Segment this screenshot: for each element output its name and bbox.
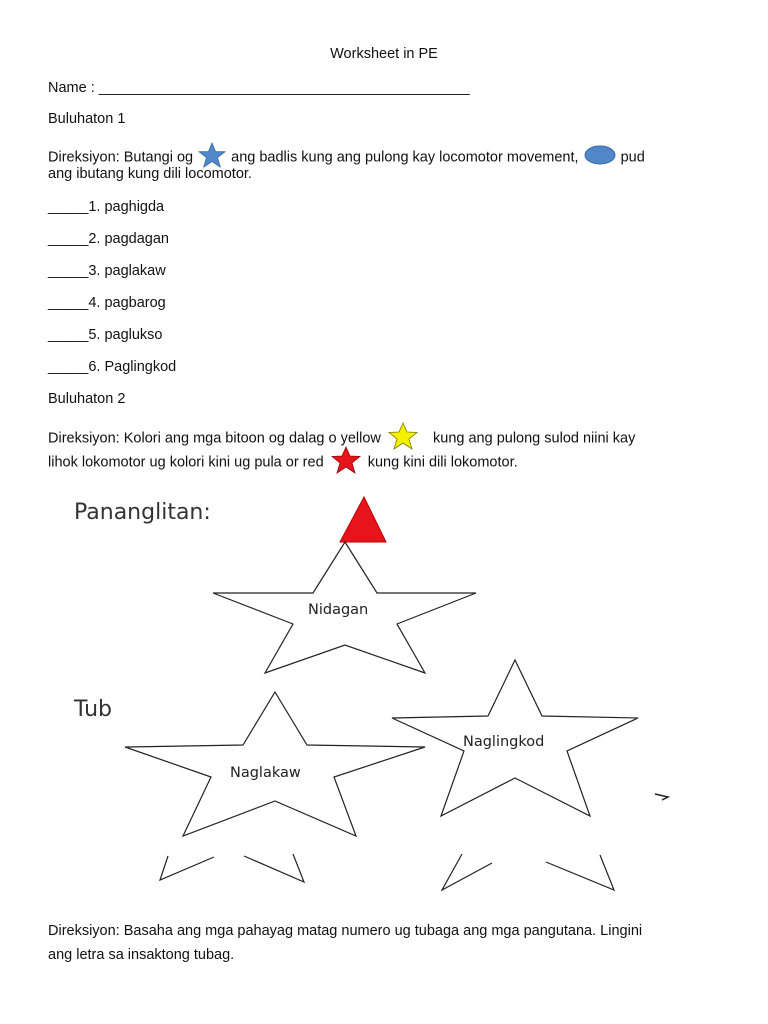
star-label-naglakaw: Naglakaw [230,765,301,781]
task3-direction-line2: ang letra sa insaktong tubag. [48,947,235,963]
red-triangle-shape [340,497,386,542]
task2-direction-part-c: lihok lokomotor ug kolori kini ug pula or red [48,454,324,471]
task1-item-1: _____1. paghigda [48,199,165,215]
task1-item-4: _____4. pagbarog [48,295,166,311]
name-blank: ______________________________________________ [98,80,470,96]
name-line [48,79,470,97]
blue-oval-icon [583,144,617,171]
task2-direction-part-d: kung kini dili lokomotor. [367,454,518,471]
task2-direction-part-a: Direksiyon: Kolori ang mga bitoon og dalag o yellow [48,430,381,447]
name-label: Name : [48,80,99,96]
star-fragment-far-right [655,794,668,800]
worksheet-title: Worksheet in PE [330,46,438,62]
task1-direction-part-a: Direksiyon: Butangi og [48,149,194,166]
star-label-nidagan: Nidagan [308,602,369,618]
answer-label-fragment: Tub [74,697,113,722]
star-fragment-right-b [546,855,614,890]
task1-item-3: _____3. paglakaw [48,263,166,279]
star-fragment-left-a [160,856,214,880]
task1-direction-part-b: ang badlis kung ang pulong kay locomotor movement, [231,149,579,166]
task3-direction-line1: Direksiyon: Basaha ang mga pahayag matag numero ug tubaga ang mga pangutana. Lingini [48,923,643,939]
star-fragment-left-b [244,854,304,882]
star-fragment-right-a [442,854,492,890]
task2-heading: Buluhaton 2 [48,391,126,407]
example-figure [0,480,768,900]
task1-item-2: _____2. pagdagan [48,231,169,247]
task1-item-6: _____6. Paglingkod [48,359,177,375]
task1-item-5: _____5. paglukso [48,327,163,343]
red-star-icon [328,446,364,479]
example-label: Pananglitan: [74,500,211,525]
task1-direction-part-c: pud [620,149,645,166]
star-outline-naglakaw [125,692,425,836]
task1-direction-line2: ang ibutang kung dili locomotor. [48,166,252,182]
task2-direction-part-b: kung ang pulong sulod niini kay [433,430,636,447]
task1-heading: Buluhaton 1 [48,111,126,127]
star-label-naglingkod: Naglingkod [463,734,545,750]
task2-direction-line2 [48,446,518,479]
